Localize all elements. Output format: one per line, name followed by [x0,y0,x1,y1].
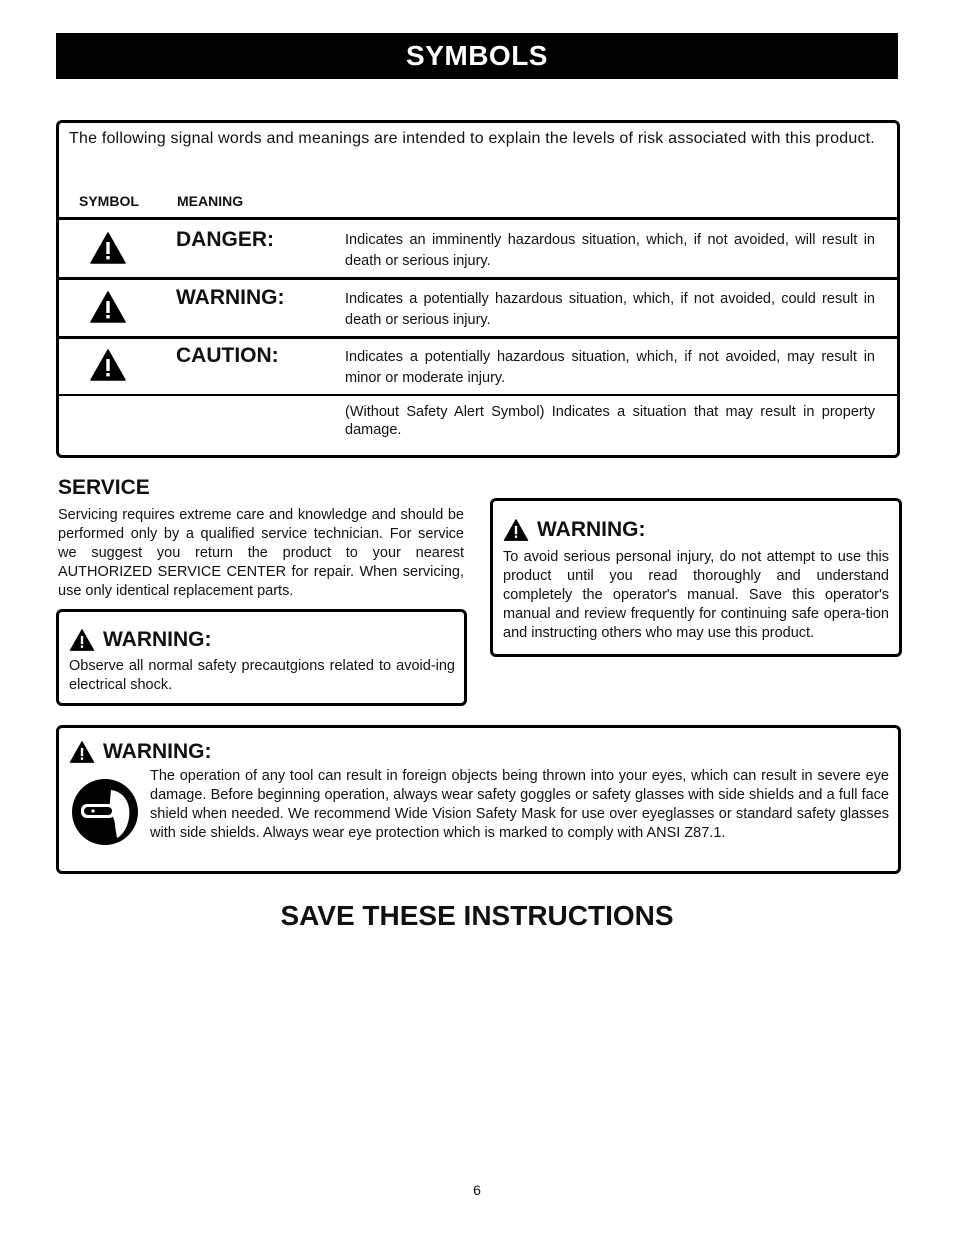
signal-meaning-notice: (Without Safety Alert Symbol) Indicates a situation that may result in property damage. [345,404,875,438]
warning-title: WARNING: [537,518,646,541]
warning-text-shock: Observe all normal safety precautgions related to avoid-ing electrical shock. [69,658,455,693]
warning-heading [503,518,646,542]
warning-title: WARNING: [103,740,212,763]
service-text: Servicing requires extreme care and knowledge and should be performed only by a qualified service technician. For service we suggest you return the product to your nearest AUTHORIZED SERVICE CENTER for repair. When servicing, use only identical replacement parts. [58,507,464,599]
signal-word-warning: WARNING: [176,286,285,309]
warning-text-manual: To avoid serious personal injury, do not attempt to use this product until you read thoroughly and understand completely the operator's manual. Save this operator's manual and review frequently for continuing safe opera-tion and instructing others who may use this product. [503,549,889,641]
warning-box-shock [56,609,467,706]
symbol-row-caution [59,336,897,393]
warning-box-manual [490,498,902,657]
safety-alert-triangle-icon [90,232,126,264]
signal-word-danger: DANGER: [176,228,274,251]
symbols-intro: The following signal words and meanings are intended to explain the levels of risk associated with this product. [69,130,875,147]
page-title: SYMBOLS [56,33,898,79]
signal-meaning-danger: Indicates an imminently hazardous situation, which, if not avoided, will result in death or serious injury. [345,232,875,269]
symbols-table [56,120,900,458]
signal-word-caution: CAUTION: [176,344,279,367]
signal-meaning-caution: Indicates a potentially hazardous situation, which, if not avoided, may result in minor or moderate injury. [345,349,875,386]
warning-heading [69,740,212,764]
eye-protection-icon [71,778,139,846]
symbol-row-warning [59,277,897,336]
warning-title: WARNING: [103,628,212,651]
safety-alert-triangle-icon [69,741,95,763]
safety-alert-triangle-icon [90,291,126,323]
safety-alert-triangle-icon [503,519,529,541]
column-header-symbol: SYMBOL [79,193,139,209]
warning-heading [69,628,212,652]
symbol-row-notice [59,394,897,457]
signal-meaning-warning: Indicates a potentially hazardous situation, which, if not avoided, could result in death or serious injury. [345,291,875,328]
warning-text-eyes: The operation of any tool can result in foreign objects being thrown into your eyes, which can result in severe eye damage. Before beginning operation, always wear safety goggles or safety glasses with side shields and a full face shield when needed. We recommend Wide Vision Safety Mask for use over eyeglasses or standard safety glasses with side shields. Always wear eye protection which is marked to comply with ANSI Z87.1. [150,768,889,841]
save-instructions-heading: SAVE THESE INSTRUCTIONS [280,900,674,931]
service-heading: SERVICE [58,476,150,499]
safety-alert-triangle-icon [69,629,95,651]
warning-box-eyes [56,725,901,874]
page-number: 6 [473,1182,481,1198]
column-header-meaning: MEANING [177,193,244,209]
safety-alert-triangle-icon [90,349,126,381]
symbol-row-danger [59,217,897,277]
